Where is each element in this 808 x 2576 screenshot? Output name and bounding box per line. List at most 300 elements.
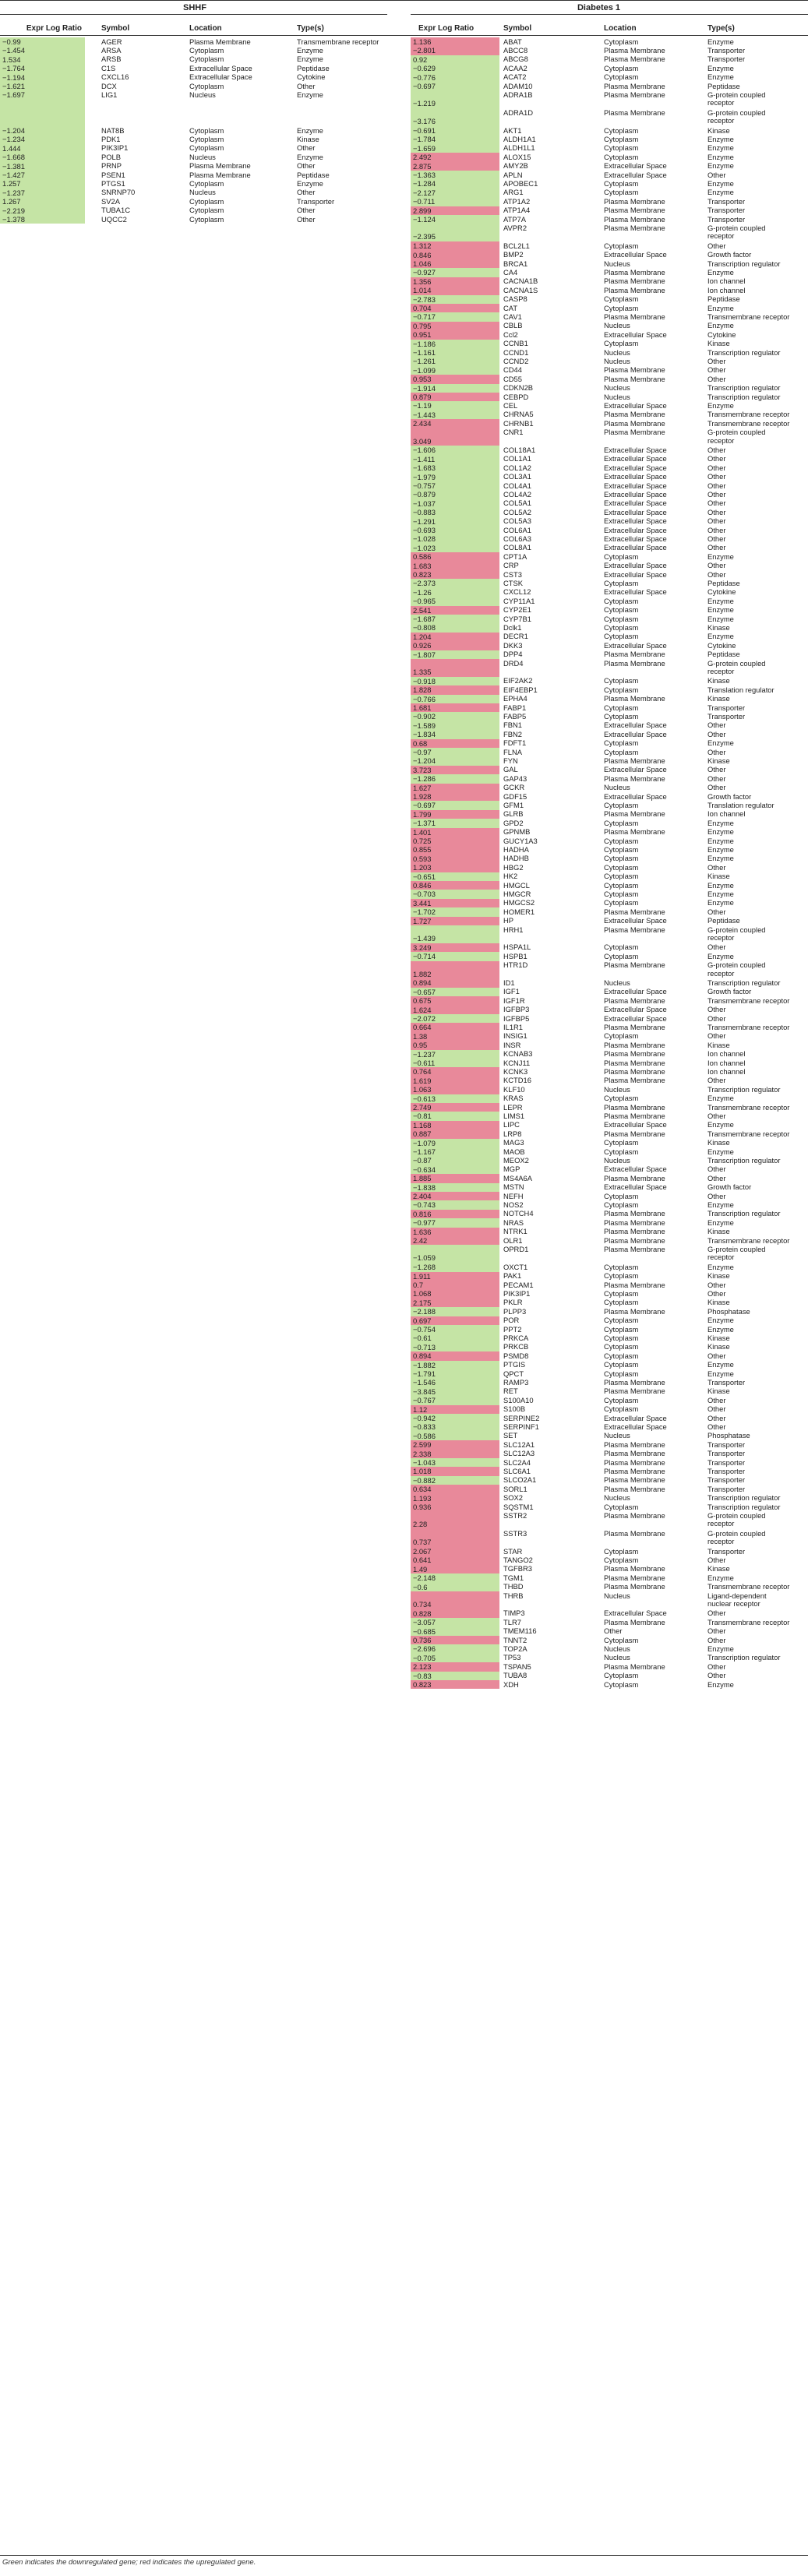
shhf-types-cell: Cytokine xyxy=(297,72,326,82)
diabetes1-location-cell: Cytoplasm xyxy=(604,1316,639,1325)
diabetes1-types-cell: G-protein coupled receptor xyxy=(707,1528,766,1546)
diabetes1-types-cell: Other xyxy=(707,516,726,526)
diabetes1-location-cell: Plasma Membrane xyxy=(604,1111,665,1120)
diabetes1-types-cell: Other xyxy=(707,774,726,783)
header-location-shhf: Location xyxy=(189,24,222,33)
diabetes1-expr-ratio-cell: −0.767 xyxy=(411,1396,499,1404)
diabetes1-types-cell: Other xyxy=(707,1626,726,1636)
diabetes1-expr-ratio-cell: −0.691 xyxy=(411,126,499,135)
shhf-symbol-cell: PTGS1 xyxy=(101,178,125,188)
diabetes1-expr-ratio-cell: −2.148 xyxy=(411,1573,499,1582)
diabetes1-expr-ratio-cell: −1.834 xyxy=(411,730,499,738)
diabetes1-symbol-cell: NTRK1 xyxy=(503,1227,527,1236)
shhf-location-cell: Nucleus xyxy=(189,90,216,99)
diabetes1-symbol-cell: OLR1 xyxy=(503,1235,523,1245)
diabetes1-types-cell: Transporter xyxy=(707,1377,746,1387)
diabetes1-types-cell: Enzyme xyxy=(707,134,734,143)
diabetes1-expr-ratio-cell: −1.439 xyxy=(411,925,499,943)
diabetes1-types-cell: Transcription regulator xyxy=(707,1493,781,1503)
diabetes1-symbol-cell: PPT2 xyxy=(503,1324,522,1334)
diabetes1-location-cell: Plasma Membrane xyxy=(604,1457,665,1467)
diabetes1-symbol-cell: OPRD1 xyxy=(503,1244,529,1253)
diabetes1-symbol-cell: TGFBR3 xyxy=(503,1564,532,1573)
diabetes1-types-cell: Kinase xyxy=(707,756,730,765)
diabetes1-types-cell: Other xyxy=(707,1173,726,1182)
shhf-symbol-cell: PIK3IP1 xyxy=(101,143,129,153)
diabetes1-types-cell: Ion channel xyxy=(707,285,746,294)
diabetes1-symbol-cell: Ccl2 xyxy=(503,329,518,339)
diabetes1-expr-ratio-cell: −1.882 xyxy=(411,1361,499,1369)
diabetes1-location-cell: Cytoplasm xyxy=(604,72,639,82)
diabetes1-location-cell: Extracellular Space xyxy=(604,543,667,552)
diabetes1-expr-ratio-cell: −2.188 xyxy=(411,1307,499,1316)
shhf-location-cell: Cytoplasm xyxy=(189,206,224,215)
diabetes1-location-cell: Plasma Membrane xyxy=(604,1387,665,1396)
diabetes1-location-cell: Cytoplasm xyxy=(604,711,639,721)
diabetes1-location-cell: Cytoplasm xyxy=(604,1635,639,1644)
shhf-location-cell: Plasma Membrane xyxy=(189,37,251,46)
diabetes1-types-cell: Other xyxy=(707,365,726,375)
diabetes1-types-cell: Other xyxy=(707,472,726,481)
shhf-expr-ratio-cell: −0.99 xyxy=(0,37,85,46)
diabetes1-symbol-cell: ALDH1L1 xyxy=(503,143,535,153)
diabetes1-expr-ratio-cell: 2.599 xyxy=(411,1440,499,1449)
diabetes1-expr-ratio-cell: 3.049 xyxy=(411,428,499,446)
diabetes1-expr-ratio-cell: −0.882 xyxy=(411,1476,499,1485)
diabetes1-types-cell: Other xyxy=(707,943,726,952)
diabetes1-symbol-cell: CAV1 xyxy=(503,312,522,321)
diabetes1-expr-ratio-cell: −1.606 xyxy=(411,446,499,454)
diabetes1-expr-ratio-cell: 0.936 xyxy=(411,1503,499,1511)
diabetes1-expr-ratio-cell: 0.68 xyxy=(411,739,499,748)
diabetes1-symbol-cell: SERPINF1 xyxy=(503,1422,539,1431)
diabetes1-location-cell: Cytoplasm xyxy=(604,747,639,756)
diabetes1-location-cell: Cytoplasm xyxy=(604,339,639,348)
diabetes1-expr-ratio-cell: 0.879 xyxy=(411,393,499,401)
diabetes1-expr-ratio-cell: 0.795 xyxy=(411,322,499,330)
diabetes1-expr-ratio-cell: −1.411 xyxy=(411,455,499,463)
diabetes1-expr-ratio-cell: 2.123 xyxy=(411,1662,499,1671)
diabetes1-symbol-cell: ALOX15 xyxy=(503,152,531,161)
diabetes1-location-cell: Cytoplasm xyxy=(604,898,639,907)
diabetes1-location-cell: Extracellular Space xyxy=(604,640,667,650)
diabetes1-location-cell: Extracellular Space xyxy=(604,1120,667,1129)
diabetes1-location-cell: Extracellular Space xyxy=(604,463,667,472)
diabetes1-expr-ratio-cell: −0.766 xyxy=(411,695,499,703)
diabetes1-location-cell: Plasma Membrane xyxy=(604,90,665,99)
shhf-symbol-cell: DCX xyxy=(101,81,117,90)
diabetes1-symbol-cell: GPD2 xyxy=(503,818,524,827)
diabetes1-expr-ratio-cell: −1.443 xyxy=(411,411,499,419)
diabetes1-location-cell: Cytoplasm xyxy=(604,951,639,960)
diabetes1-types-cell: Kinase xyxy=(707,125,730,135)
diabetes1-expr-ratio-cell: 1.911 xyxy=(411,1272,499,1281)
diabetes1-types-cell: Other xyxy=(707,1280,726,1289)
diabetes1-expr-ratio-cell: 1.401 xyxy=(411,828,499,837)
shhf-expr-ratio-cell: −1.427 xyxy=(0,171,85,179)
diabetes1-types-cell: Transcription regulator xyxy=(707,1155,781,1165)
diabetes1-symbol-cell: KRAS xyxy=(503,1094,524,1103)
diabetes1-expr-ratio-cell: 2.434 xyxy=(411,419,499,428)
diabetes1-types-cell: Peptidase xyxy=(707,916,740,925)
diabetes1-types-cell: Enzyme xyxy=(707,880,734,890)
diabetes1-location-cell: Extracellular Space xyxy=(604,791,667,801)
diabetes1-expr-ratio-cell: −1.19 xyxy=(411,401,499,410)
shhf-expr-ratio-cell: 1.267 xyxy=(0,197,85,206)
diabetes1-types-cell: Other xyxy=(707,241,726,250)
diabetes1-expr-ratio-cell: −0.83 xyxy=(411,1672,499,1680)
diabetes1-types-cell: Transcription regulator xyxy=(707,347,781,357)
diabetes1-symbol-cell: NOS2 xyxy=(503,1200,524,1209)
diabetes1-expr-ratio-cell: 1.928 xyxy=(411,792,499,801)
diabetes1-location-cell: Extracellular Space xyxy=(604,561,667,570)
shhf-symbol-cell: TUBA1C xyxy=(101,206,130,215)
diabetes1-symbol-cell: GFM1 xyxy=(503,800,524,809)
diabetes1-expr-ratio-cell: −1.687 xyxy=(411,615,499,623)
diabetes1-symbol-cell: SLCO2A1 xyxy=(503,1475,537,1485)
diabetes1-types-cell: Transcription regulator xyxy=(707,383,781,393)
diabetes1-symbol-cell: POR xyxy=(503,1316,520,1325)
diabetes1-location-cell: Extracellular Space xyxy=(604,499,667,508)
diabetes1-expr-ratio-cell: 1.193 xyxy=(411,1494,499,1503)
diabetes1-location-cell: Cytoplasm xyxy=(604,862,639,872)
diabetes1-location-cell: Plasma Membrane xyxy=(604,658,665,668)
diabetes1-location-cell: Extracellular Space xyxy=(604,472,667,481)
diabetes1-expr-ratio-cell: −1.659 xyxy=(411,144,499,153)
diabetes1-types-cell: Transporter xyxy=(707,1440,746,1449)
diabetes1-location-cell: Cytoplasm xyxy=(604,241,639,250)
diabetes1-symbol-cell: SORL1 xyxy=(503,1484,527,1493)
diabetes1-types-cell: Other xyxy=(707,721,726,730)
diabetes1-symbol-cell: IGFBP3 xyxy=(503,1005,530,1014)
diabetes1-location-cell: Nucleus xyxy=(604,321,630,330)
shhf-types-cell: Enzyme xyxy=(297,178,323,188)
diabetes1-symbol-cell: MS4A6A xyxy=(503,1173,532,1182)
diabetes1-symbol-cell: CASP8 xyxy=(503,294,527,304)
diabetes1-location-cell: Nucleus xyxy=(604,259,630,268)
diabetes1-types-cell: Enzyme xyxy=(707,854,734,863)
diabetes1-types-cell: Enzyme xyxy=(707,1262,734,1271)
diabetes1-types-cell: Other xyxy=(707,463,726,472)
diabetes1-symbol-cell: COL3A1 xyxy=(503,472,531,481)
diabetes1-types-cell: Transmembrane receptor xyxy=(707,312,790,321)
shhf-symbol-cell: SNRNP70 xyxy=(101,188,136,197)
diabetes1-symbol-cell: S100A10 xyxy=(503,1395,534,1404)
diabetes1-location-cell: Cytoplasm xyxy=(604,703,639,712)
diabetes1-expr-ratio-cell: −2.696 xyxy=(411,1644,499,1653)
diabetes1-symbol-cell: PTGIS xyxy=(503,1360,526,1369)
diabetes1-types-cell: Kinase xyxy=(707,622,730,632)
diabetes1-expr-ratio-cell: 1.683 xyxy=(411,562,499,570)
diabetes1-location-cell: Extracellular Space xyxy=(604,765,667,774)
diabetes1-types-cell: Other xyxy=(707,374,726,383)
diabetes1-types-cell: Kinase xyxy=(707,1387,730,1396)
diabetes1-types-cell: Peptidase xyxy=(707,578,740,587)
diabetes1-types-cell: Transcription regulator xyxy=(707,1653,781,1662)
diabetes1-location-cell: Plasma Membrane xyxy=(604,1040,665,1049)
diabetes1-types-cell: Enzyme xyxy=(707,836,734,845)
diabetes1-types-cell: G-protein coupled receptor xyxy=(707,1510,766,1528)
diabetes1-expr-ratio-cell: −0.743 xyxy=(411,1200,499,1209)
diabetes1-expr-ratio-cell: −3.845 xyxy=(411,1387,499,1396)
diabetes1-expr-ratio-cell: −1.161 xyxy=(411,348,499,357)
diabetes1-expr-ratio-cell: −1.914 xyxy=(411,384,499,393)
diabetes1-symbol-cell: ABAT xyxy=(503,37,522,46)
diabetes1-expr-ratio-cell: −1.26 xyxy=(411,588,499,597)
diabetes1-types-cell: Translation regulator xyxy=(707,800,774,809)
diabetes1-expr-ratio-cell: −1.219 xyxy=(411,90,499,108)
diabetes1-types-cell: Kinase xyxy=(707,1040,730,1049)
diabetes1-location-cell: Nucleus xyxy=(604,1653,630,1662)
diabetes1-types-cell: Ion channel xyxy=(707,1058,746,1067)
diabetes1-expr-ratio-cell: −1.286 xyxy=(411,774,499,783)
diabetes1-location-cell: Cytoplasm xyxy=(604,134,639,143)
diabetes1-expr-ratio-cell: 1.063 xyxy=(411,1085,499,1094)
diabetes1-location-cell: Plasma Membrane xyxy=(604,1227,665,1236)
diabetes1-expr-ratio-cell: 1.014 xyxy=(411,286,499,294)
diabetes1-expr-ratio-cell: 1.882 xyxy=(411,961,499,979)
diabetes1-types-cell: Kinase xyxy=(707,694,730,703)
diabetes1-types-cell: Kinase xyxy=(707,872,730,881)
diabetes1-symbol-cell: Dclk1 xyxy=(503,622,522,632)
diabetes1-location-cell: Plasma Membrane xyxy=(604,650,665,659)
header-symbol-diabetes1: Symbol xyxy=(503,24,532,33)
diabetes1-expr-ratio-cell: 2.42 xyxy=(411,1236,499,1245)
diabetes1-symbol-cell: KCNK3 xyxy=(503,1066,528,1076)
diabetes1-location-cell: Extracellular Space xyxy=(604,400,667,410)
diabetes1-symbol-cell: ADAM10 xyxy=(503,81,533,90)
diabetes1-expr-ratio-cell: −0.613 xyxy=(411,1094,499,1103)
diabetes1-symbol-cell: FYN xyxy=(503,756,518,765)
diabetes1-types-cell: Enzyme xyxy=(707,889,734,898)
diabetes1-location-cell: Nucleus xyxy=(604,392,630,401)
diabetes1-types-cell: Enzyme xyxy=(707,400,734,410)
diabetes1-expr-ratio-cell: 1.068 xyxy=(411,1289,499,1298)
diabetes1-symbol-cell: ATP1A4 xyxy=(503,206,531,215)
diabetes1-expr-ratio-cell: 1.203 xyxy=(411,863,499,872)
header-expr-ratio-shhf: Expr Log Ratio xyxy=(26,24,82,33)
diabetes1-types-cell: Transporter xyxy=(707,55,746,64)
diabetes1-types-cell: Peptidase xyxy=(707,650,740,659)
diabetes1-location-cell: Plasma Membrane xyxy=(604,996,665,1005)
shhf-location-cell: Extracellular Space xyxy=(189,63,252,72)
top-rule xyxy=(0,0,808,1)
diabetes1-expr-ratio-cell: 2.541 xyxy=(411,606,499,615)
diabetes1-symbol-cell: COL6A1 xyxy=(503,525,531,534)
diabetes1-expr-ratio-cell: 0.593 xyxy=(411,855,499,863)
diabetes1-types-cell: Other xyxy=(707,561,726,570)
shhf-types-cell: Enzyme xyxy=(297,55,323,64)
diabetes1-expr-ratio-cell: 1.49 xyxy=(411,1565,499,1573)
diabetes1-expr-ratio-cell: 0.846 xyxy=(411,251,499,259)
diabetes1-location-cell: Plasma Membrane xyxy=(604,1306,665,1316)
diabetes1-location-cell: Extracellular Space xyxy=(604,445,667,454)
diabetes1-symbol-cell: AVPR2 xyxy=(503,223,527,232)
diabetes1-location-cell: Plasma Membrane xyxy=(604,1573,665,1582)
diabetes1-expr-ratio-cell: 3.441 xyxy=(411,899,499,907)
diabetes1-symbol-cell: CHRNA5 xyxy=(503,410,534,419)
diabetes1-types-cell: Enzyme xyxy=(707,143,734,153)
diabetes1-symbol-cell: TANGO2 xyxy=(503,1555,533,1564)
diabetes1-types-cell: G-protein coupled receptor xyxy=(707,1244,766,1262)
diabetes1-location-cell: Extracellular Space xyxy=(604,987,667,996)
diabetes1-types-cell: Other xyxy=(707,1609,726,1618)
shhf-types-cell: Peptidase xyxy=(297,63,330,72)
diabetes1-symbol-cell: HOMER1 xyxy=(503,907,535,916)
diabetes1-location-cell: Extracellular Space xyxy=(604,916,667,925)
diabetes1-expr-ratio-cell: −0.697 xyxy=(411,801,499,809)
shhf-location-cell: Cytoplasm xyxy=(189,214,224,224)
diabetes1-expr-ratio-cell: 0.704 xyxy=(411,304,499,312)
diabetes1-location-cell: Plasma Membrane xyxy=(604,428,665,437)
diabetes1-expr-ratio-cell: 2.28 xyxy=(411,1511,499,1529)
diabetes1-types-cell: Transcription regulator xyxy=(707,978,781,987)
diabetes1-symbol-cell: GDF15 xyxy=(503,791,527,801)
diabetes1-location-cell: Cytoplasm xyxy=(604,1147,639,1156)
diabetes1-location-cell: Extracellular Space xyxy=(604,569,667,579)
diabetes1-location-cell: Nucleus xyxy=(604,356,630,365)
diabetes1-symbol-cell: PRKCA xyxy=(503,1333,529,1342)
diabetes1-symbol-cell: SSTR3 xyxy=(503,1528,527,1538)
diabetes1-expr-ratio-cell: 0.816 xyxy=(411,1210,499,1218)
footnote: Green indicates the downregulated gene; red indicates the upregulated gene. xyxy=(2,2558,256,2567)
shhf-symbol-cell: LIG1 xyxy=(101,90,118,99)
diabetes1-location-cell: Cytoplasm xyxy=(604,632,639,641)
diabetes1-types-cell: Ion channel xyxy=(707,1066,746,1076)
shhf-symbol-cell: CXCL16 xyxy=(101,72,129,82)
diabetes1-types-cell: Enzyme xyxy=(707,72,734,82)
diabetes1-symbol-cell: IGF1R xyxy=(503,996,525,1005)
diabetes1-types-cell: Ligand-dependent nuclear receptor xyxy=(707,1591,767,1608)
diabetes1-location-cell: Nucleus xyxy=(604,383,630,393)
diabetes1-location-cell: Extracellular Space xyxy=(604,170,667,179)
header-types-diabetes1: Type(s) xyxy=(707,24,735,33)
diabetes1-location-cell: Plasma Membrane xyxy=(604,827,665,837)
diabetes1-types-cell: Enzyme xyxy=(707,1679,734,1689)
diabetes1-symbol-cell: TOP2A xyxy=(503,1644,527,1653)
diabetes1-types-cell: Enzyme xyxy=(707,1316,734,1325)
diabetes1-types-cell: Transcription regulator xyxy=(707,1209,781,1218)
diabetes1-expr-ratio-cell: −2.072 xyxy=(411,1014,499,1023)
diabetes1-types-cell: G-protein coupled receptor xyxy=(707,107,766,125)
diabetes1-types-cell: Kinase xyxy=(707,1298,730,1307)
diabetes1-expr-ratio-cell: −1.979 xyxy=(411,473,499,481)
diabetes1-symbol-cell: EIF4EBP1 xyxy=(503,685,538,694)
diabetes1-symbol-cell: GAP43 xyxy=(503,774,527,783)
diabetes1-types-cell: Enzyme xyxy=(707,303,734,312)
diabetes1-types-cell: Enzyme xyxy=(707,1369,734,1378)
diabetes1-types-cell: Other xyxy=(707,1013,726,1023)
diabetes1-types-cell: Other xyxy=(707,454,726,463)
diabetes1-types-cell: Transcription regulator xyxy=(707,392,781,401)
diabetes1-symbol-cell: CYP2E1 xyxy=(503,605,531,615)
diabetes1-expr-ratio-cell: 3.723 xyxy=(411,766,499,774)
diabetes1-location-cell: Cytoplasm xyxy=(604,143,639,153)
diabetes1-location-cell: Extracellular Space xyxy=(604,1013,667,1023)
diabetes1-expr-ratio-cell: 0.734 xyxy=(411,1591,499,1609)
diabetes1-location-cell: Plasma Membrane xyxy=(604,1466,665,1475)
diabetes1-symbol-cell: SLC6A1 xyxy=(503,1466,531,1475)
shhf-types-cell: Transporter xyxy=(297,196,335,206)
diabetes1-symbol-cell: DRD4 xyxy=(503,658,524,668)
diabetes1-symbol-cell: DKK3 xyxy=(503,640,523,650)
diabetes1-symbol-cell: CEBPD xyxy=(503,392,529,401)
diabetes1-symbol-cell: COL1A2 xyxy=(503,463,531,472)
diabetes1-location-cell: Plasma Membrane xyxy=(604,1173,665,1182)
diabetes1-symbol-cell: HK2 xyxy=(503,872,518,881)
diabetes1-expr-ratio-cell: −0.611 xyxy=(411,1059,499,1067)
diabetes1-symbol-cell: SLC12A1 xyxy=(503,1440,535,1449)
shhf-expr-ratio-cell: −1.237 xyxy=(0,189,85,197)
diabetes1-location-cell: Extracellular Space xyxy=(604,481,667,490)
diabetes1-types-cell: Other xyxy=(707,1413,726,1422)
shhf-location-cell: Cytoplasm xyxy=(189,125,224,135)
diabetes1-location-cell: Plasma Membrane xyxy=(604,1209,665,1218)
shhf-location-cell: Plasma Membrane xyxy=(189,161,251,171)
diabetes1-symbol-cell: THRB xyxy=(503,1591,524,1600)
diabetes1-symbol-cell: CNR1 xyxy=(503,428,524,437)
diabetes1-symbol-cell: ARG1 xyxy=(503,188,524,197)
shhf-location-cell: Plasma Membrane xyxy=(189,170,251,179)
diabetes1-symbol-cell: IL1R1 xyxy=(503,1022,524,1031)
diabetes1-expr-ratio-cell: −1.037 xyxy=(411,499,499,508)
diabetes1-expr-ratio-cell: 0.92 xyxy=(411,55,499,64)
diabetes1-expr-ratio-cell: −0.713 xyxy=(411,1343,499,1351)
shhf-symbol-cell: SV2A xyxy=(101,196,120,206)
shhf-location-cell: Cytoplasm xyxy=(189,134,224,143)
diabetes1-symbol-cell: HMGCS2 xyxy=(503,898,535,907)
diabetes1-expr-ratio-cell: 0.894 xyxy=(411,1351,499,1360)
diabetes1-symbol-cell: MAG3 xyxy=(503,1138,524,1147)
diabetes1-location-cell: Cytoplasm xyxy=(604,889,639,898)
diabetes1-symbol-cell: CCND2 xyxy=(503,356,529,365)
diabetes1-location-cell: Plasma Membrane xyxy=(604,1235,665,1245)
diabetes1-types-cell: Cytokine xyxy=(707,587,736,597)
diabetes1-expr-ratio-cell: −3.057 xyxy=(411,1618,499,1626)
shhf-expr-ratio-cell: −1.454 xyxy=(0,46,85,55)
diabetes1-types-cell: Other xyxy=(707,1165,726,1174)
diabetes1-symbol-cell: S100B xyxy=(503,1404,526,1414)
diabetes1-location-cell: Extracellular Space xyxy=(604,250,667,259)
diabetes1-types-cell: Enzyme xyxy=(707,1094,734,1103)
diabetes1-symbol-cell: APLN xyxy=(503,170,523,179)
shhf-types-cell: Transmembrane receptor xyxy=(297,37,379,46)
diabetes1-expr-ratio-cell: −1.167 xyxy=(411,1147,499,1156)
diabetes1-types-cell: Enzyme xyxy=(707,321,734,330)
shhf-types-cell: Kinase xyxy=(297,134,319,143)
diabetes1-expr-ratio-cell: 0.823 xyxy=(411,1680,499,1689)
diabetes1-symbol-cell: QPCT xyxy=(503,1369,524,1378)
diabetes1-symbol-cell: STAR xyxy=(503,1546,523,1556)
diabetes1-expr-ratio-cell: −1.059 xyxy=(411,1245,499,1263)
diabetes1-types-cell: Enzyme xyxy=(707,1218,734,1227)
diabetes1-types-cell: Enzyme xyxy=(707,37,734,46)
diabetes1-location-cell: Plasma Membrane xyxy=(604,1076,665,1085)
diabetes1-types-cell: Transmembrane receptor xyxy=(707,1102,790,1112)
diabetes1-symbol-cell: TUBA8 xyxy=(503,1671,527,1680)
diabetes1-location-cell: Cytoplasm xyxy=(604,880,639,890)
diabetes1-symbol-cell: CHRNB1 xyxy=(503,418,534,428)
diabetes1-expr-ratio-cell: −1.546 xyxy=(411,1378,499,1387)
diabetes1-location-cell: Nucleus xyxy=(604,783,630,792)
diabetes1-location-cell: Plasma Membrane xyxy=(604,1528,665,1538)
diabetes1-expr-ratio-cell: −1.371 xyxy=(411,819,499,827)
diabetes1-types-cell: Transporter xyxy=(707,711,746,721)
diabetes1-location-cell: Cytoplasm xyxy=(604,622,639,632)
diabetes1-expr-ratio-cell: −2.127 xyxy=(411,189,499,197)
diabetes1-symbol-cell: XDH xyxy=(503,1679,519,1689)
diabetes1-types-cell: G-protein coupled receptor xyxy=(707,223,766,241)
